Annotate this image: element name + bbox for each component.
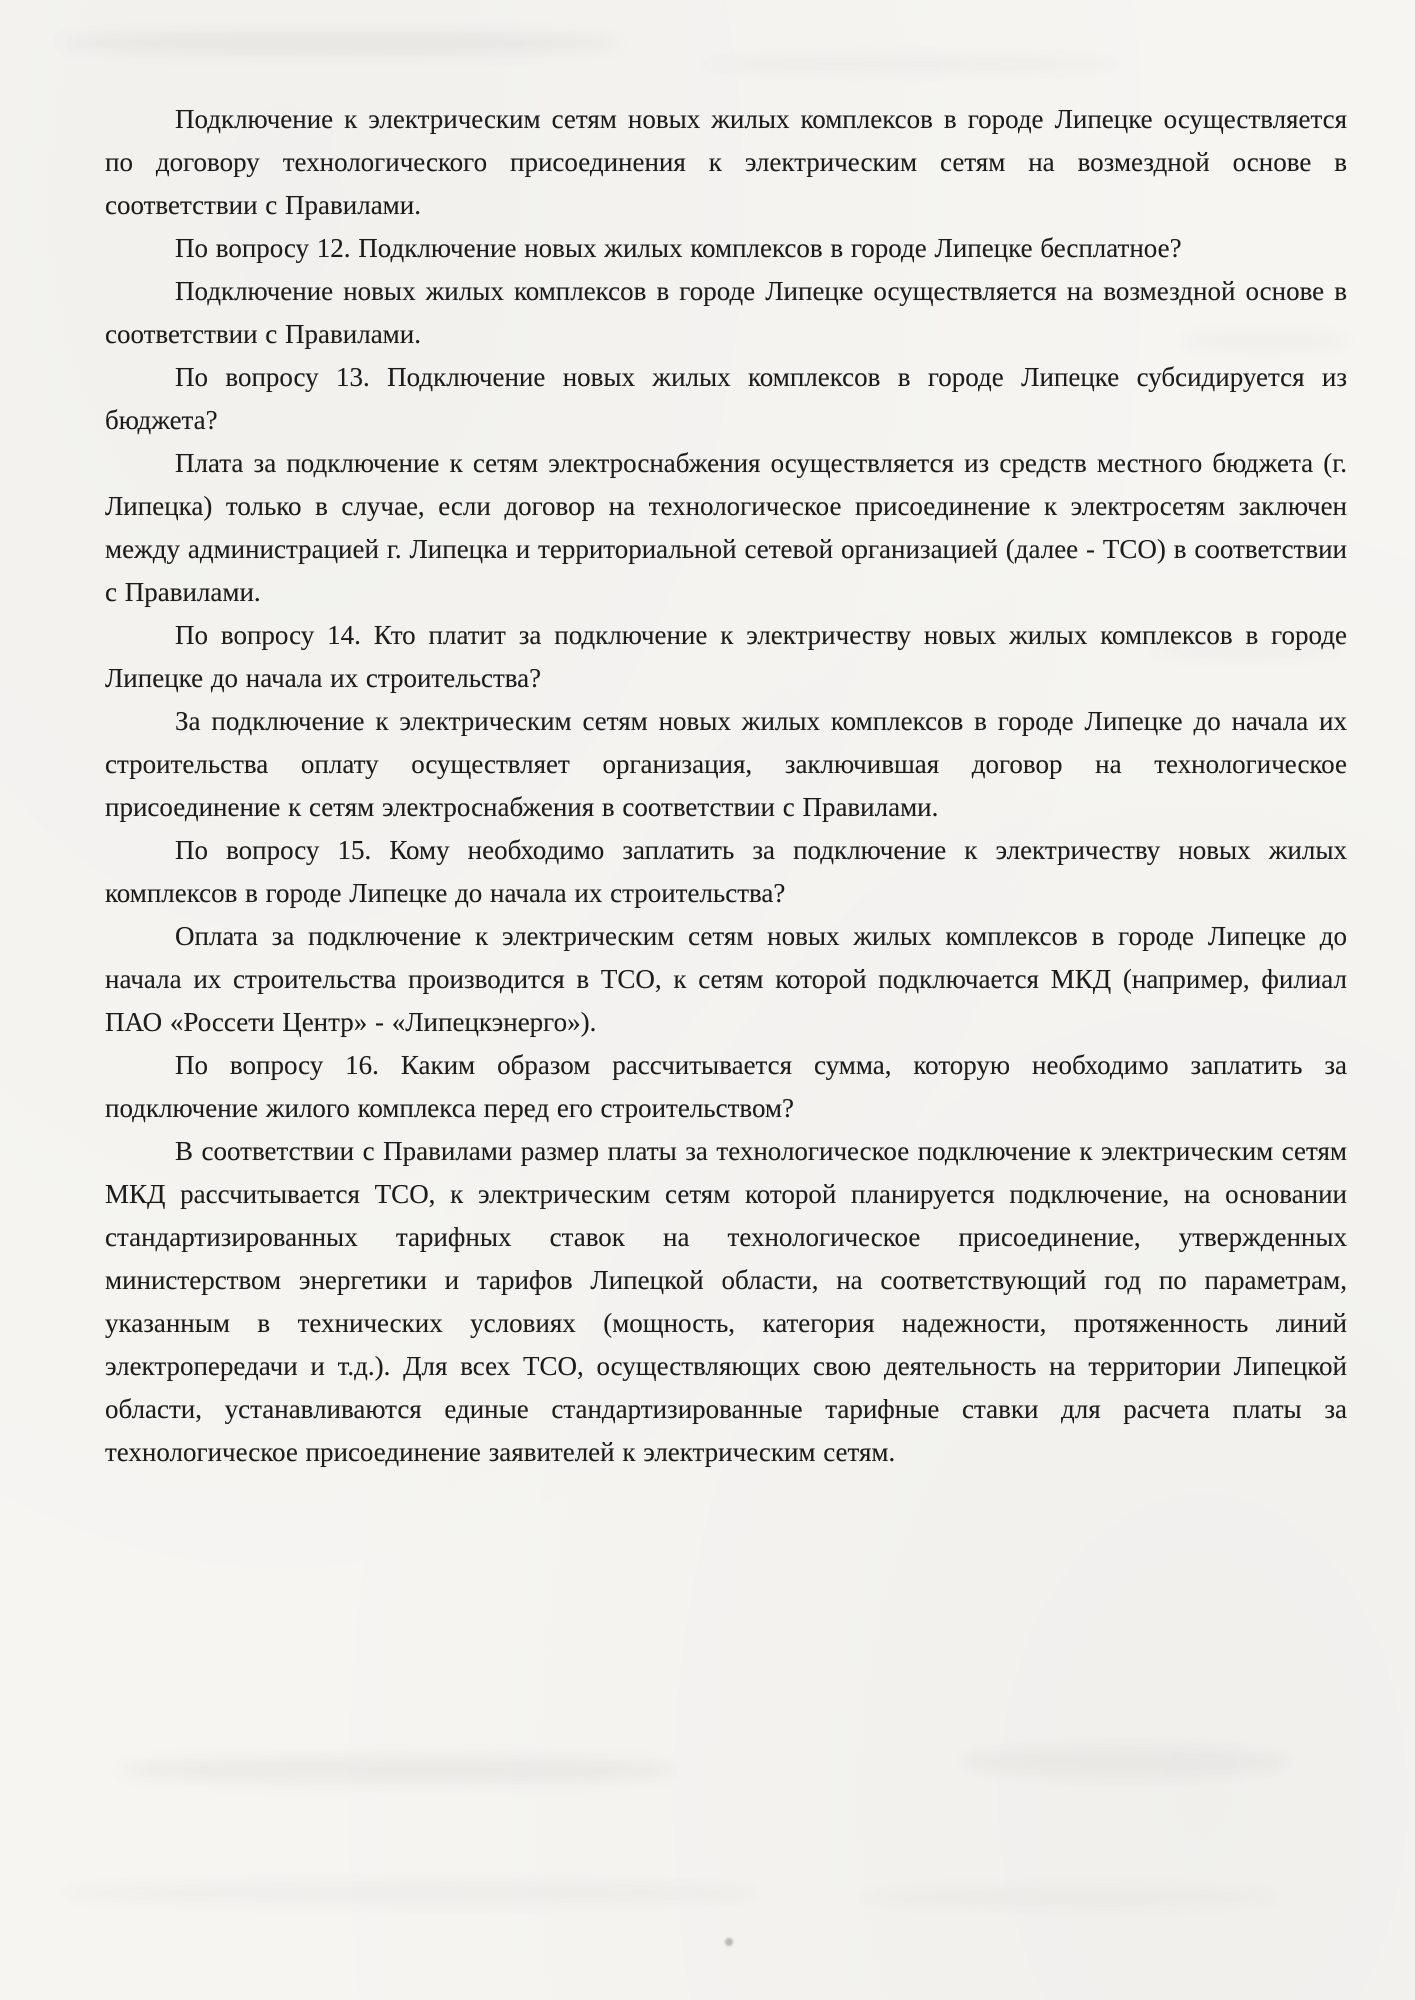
scan-smudge <box>120 1755 680 1785</box>
scan-smudge <box>860 1885 1280 1909</box>
scan-smudge <box>700 55 1120 73</box>
paragraph-question-13: По вопросу 13. Подключение новых жилых комплексов в городе Липецке субсидируется из бюджета? <box>105 362 1347 435</box>
paragraph-intro: Подключение к электрическим сетям новых жилых комплексов в городе Липецке осуществляется по договору технологического присоединения к электрическим сетям на возмездной основе в соответствии с Правилами. <box>105 104 1347 220</box>
scan-smudge <box>725 1938 733 1946</box>
paragraph-answer-13: Плата за подключение к сетям электроснабжения осуществляется из средств местного бюджета (г. Липецка) только в случае, если договор на технологическое присоединение к электросетям заключен между администрацией г. Липецка и территориальной сетевой организацией (далее - ТСО) в соответствии с Правилами. <box>105 448 1347 607</box>
document-body-text <box>105 98 1347 1474</box>
scan-smudge <box>960 1745 1290 1779</box>
paragraph-question-15: По вопросу 15. Кому необходимо заплатить за подключение к электричеству новых жилых комплексов в городе Липецке до начала их строительства? <box>105 835 1347 908</box>
paragraph-question-16: По вопросу 16. Каким образом рассчитывается сумма, которую необходимо заплатить за подключение жилого комплекса перед его строительством? <box>105 1050 1347 1123</box>
paragraph-answer-12: Подключение новых жилых комплексов в городе Липецке осуществляется на возмездной основе в соответствии с Правилами. <box>105 276 1347 349</box>
scan-smudge <box>60 1880 760 1906</box>
paragraph-question-12: По вопросу 12. Подключение новых жилых комплексов в городе Липецке бесплатное? <box>175 233 1182 263</box>
scan-smudge <box>60 30 620 56</box>
paragraph-answer-16: В соответствии с Правилами размер платы за технологическое подключение к электрическим сетям МКД рассчитывается ТСО, к электрическим сетям которой планируется подключение, на основании стандартизированных тарифных ставок на технологическое присоединение, утвержденных министерством энергетики и тарифов Липецкой области, на соответствующий год по параметрам, указанным в технических условиях (мощность, категория надежности, протяженность линий электропередачи и т.д.). Для всех ТСО, осуществляющих свою деятельность на территории Липецкой области, устанавливаются единые стандартизированные тарифные ставки для расчета платы за технологическое присоединение заявителей к электрическим сетям. <box>105 1136 1347 1467</box>
paragraph-answer-15: Оплата за подключение к электрическим сетям новых жилых комплексов в городе Липецке до начала их строительства производится в ТСО, к сетям которой подключается МКД (например, филиал ПАО «Россети Центр» - «Липецкэнерго»). <box>105 921 1347 1037</box>
paragraph-question-14: По вопросу 14. Кто платит за подключение к электричеству новых жилых комплексов в городе Липецке до начала их строительства? <box>105 620 1347 693</box>
paragraph-answer-14: За подключение к электрическим сетям новых жилых комплексов в городе Липецке до начала их строительства оплату осуществляет организация, заключившая договор на технологическое присоединение к сетям электроснабжения в соответствии с Правилами. <box>105 706 1347 822</box>
